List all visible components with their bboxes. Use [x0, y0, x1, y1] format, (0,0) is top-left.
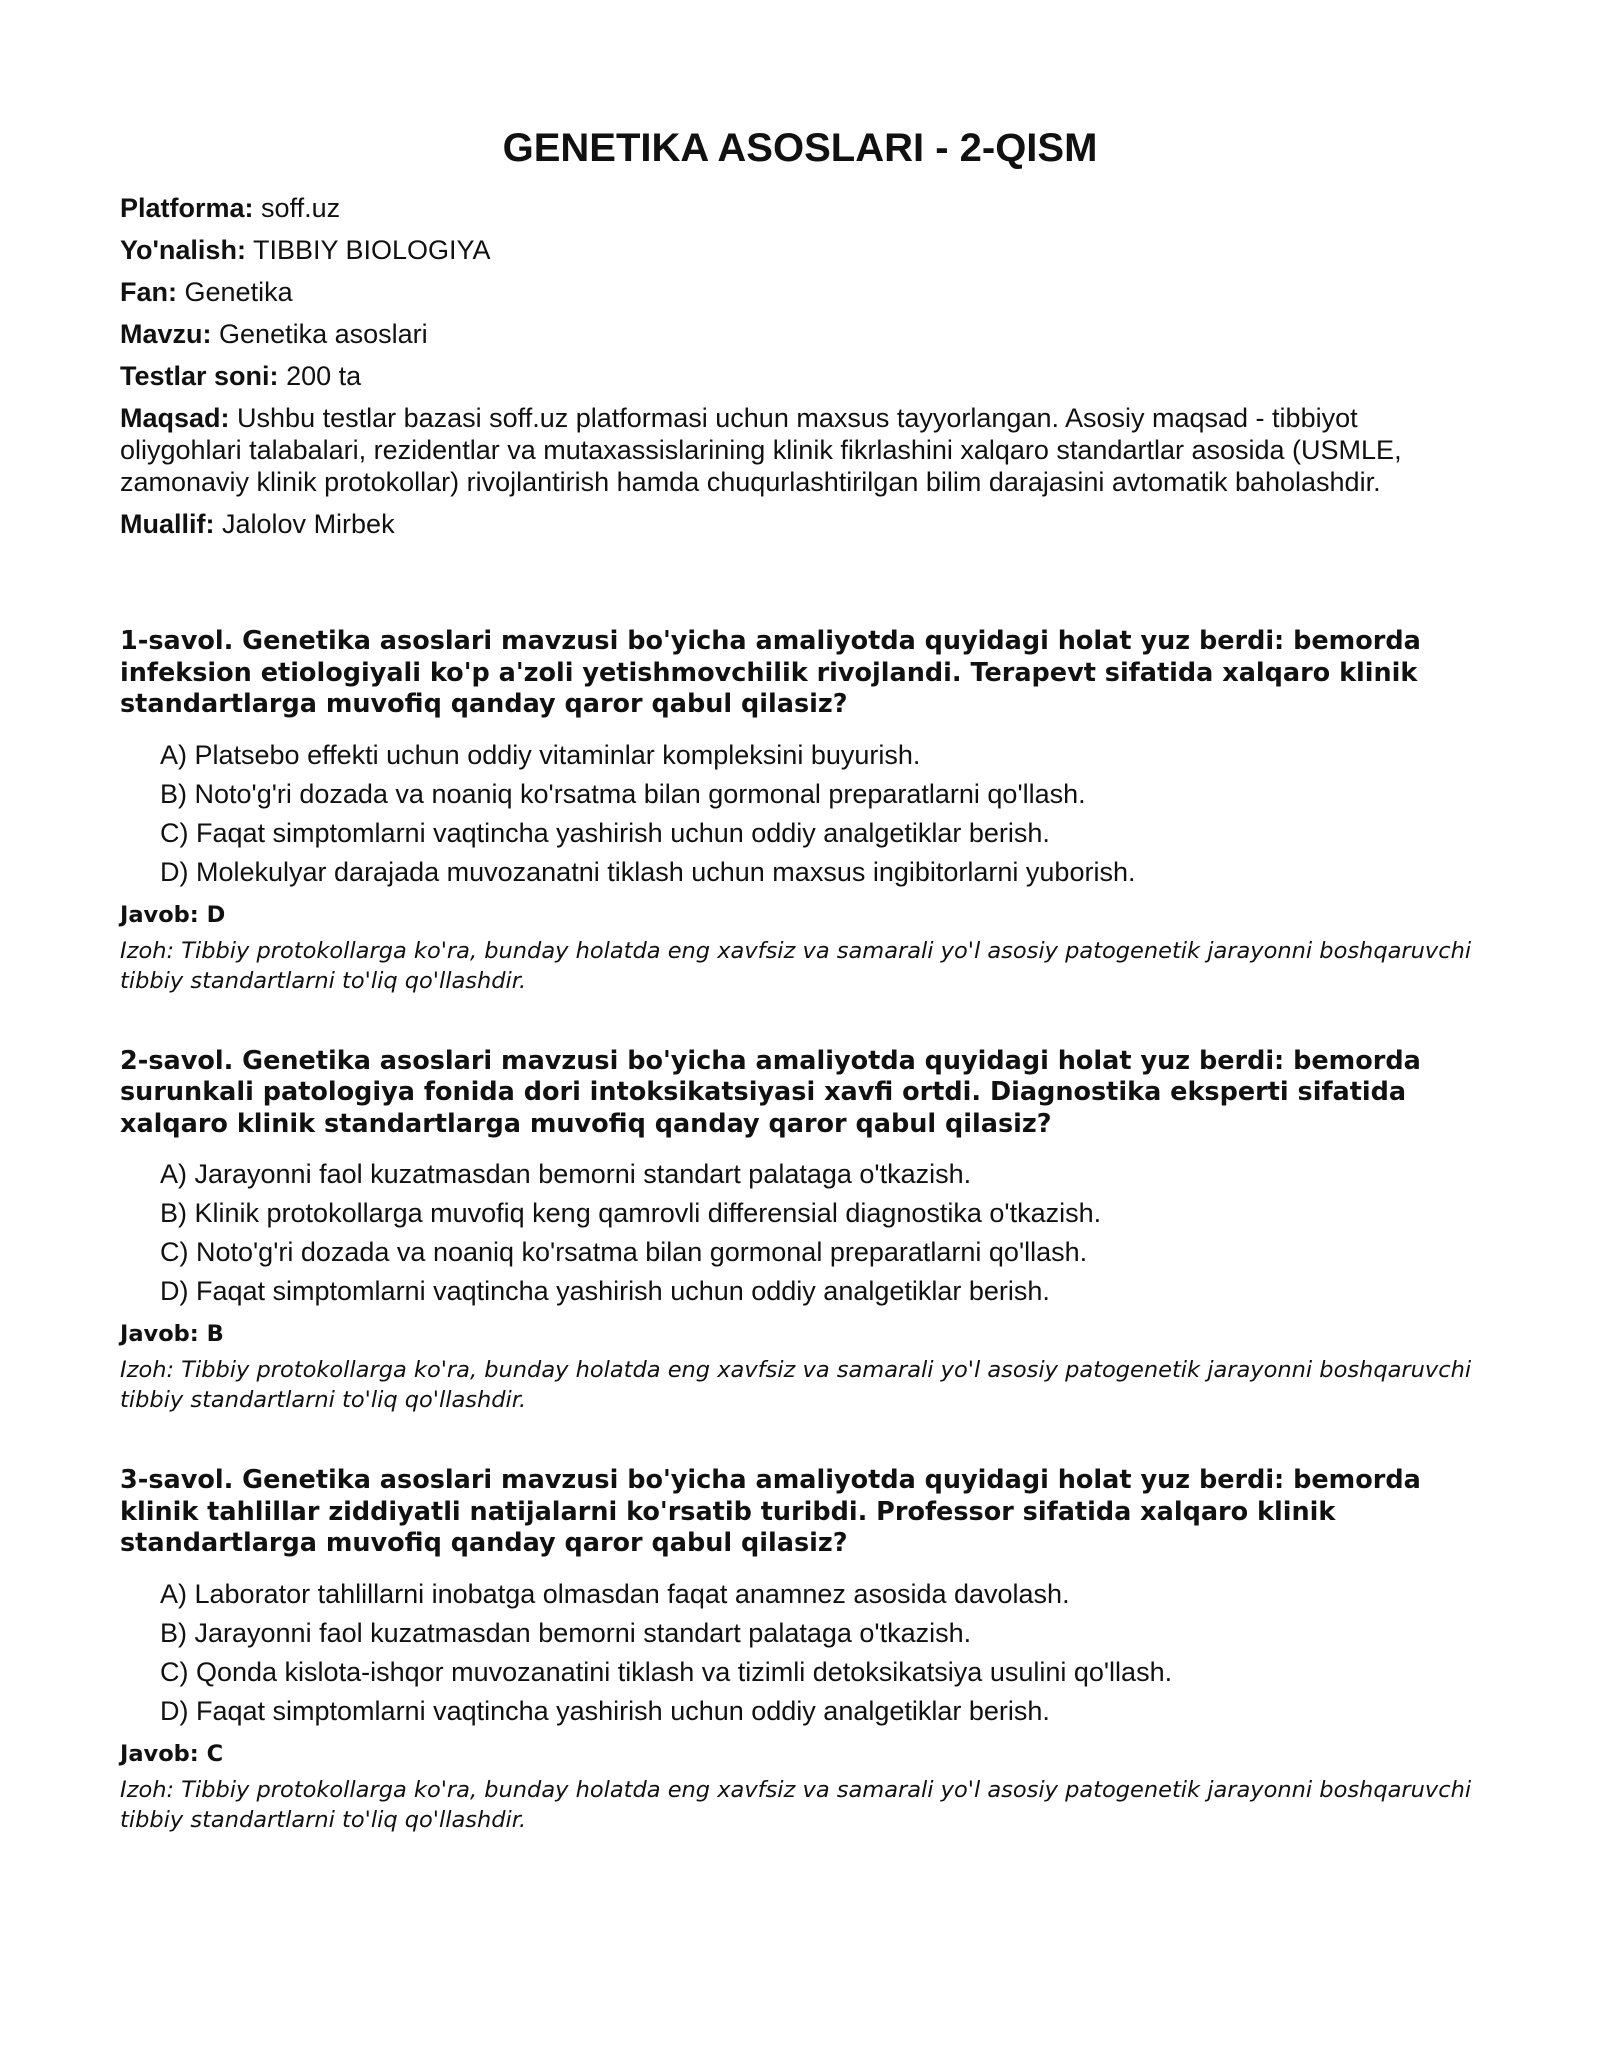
- option-list: [120, 1578, 1480, 1727]
- meta-topic: [120, 318, 1480, 350]
- question-3: [120, 1465, 1480, 1835]
- option-list: [120, 1158, 1480, 1307]
- question-text: 3-savol. Genetika asoslari mavzusi bo'yicha amaliyotda quyidagi holat yuz berdi: bemorda klinik tahlillar ziddiyatli natijalarni ko'rsatib turibdi. Professor sifatida xalqaro klinik standartlarga muvofiq qanday qaror qabul qilasiz?: [120, 1465, 1421, 1558]
- meta-purpose: [120, 402, 1480, 498]
- question-text: 1-savol. Genetika asoslari mavzusi bo'yicha amaliyotda quyidagi holat yuz berdi: bemorda infeksion etiologiyali ko'p a'zoli yetishmovchilik rivojlandi. Terapevt sifatida xalqaro klinik standartlarga muvofiq qanday qaror qabul qilasiz?: [120, 626, 1421, 719]
- meta-label: Yo'nalish:: [120, 235, 246, 265]
- answer-label: Javob: C: [120, 1740, 224, 1767]
- meta-direction: [120, 234, 1480, 266]
- option-c: C) Noto'g'ri dozada va noaniq ko'rsatma bilan gormonal preparatlarni qo'llash.: [160, 1237, 1088, 1267]
- question-2: [120, 1046, 1480, 1416]
- meta-value: TIBBIY BIOLOGIYA: [252, 235, 491, 265]
- document-title: GENETIKA ASOSLARI - 2-QISM: [502, 126, 1098, 170]
- meta-test-count: [120, 360, 1480, 392]
- question-text: 2-savol. Genetika asoslari mavzusi bo'yicha amaliyotda quyidagi holat yuz berdi: bemorda surunkali patologiya fonida dori intoksikatsiyasi xavfi ortdi. Diagnostika eksperti sifatida xalqaro klinik standartlarga muvofiq qanday qaror qabul qilasiz?: [120, 1045, 1421, 1139]
- answer-label: Javob: D: [120, 901, 226, 928]
- option-c: C) Qonda kislota-ishqor muvozanatini tiklash va tizimli detoksikatsiya usulini qo'llash.: [160, 1656, 1173, 1687]
- meta-label: Fan:: [120, 277, 177, 307]
- option-a: A) Platsebo effekti uchun oddiy vitaminlar kompleksini buyurish.: [160, 739, 921, 770]
- meta-subject: [120, 276, 1480, 308]
- option-d: D) Faqat simptomlarni vaqtincha yashirish uchun oddiy analgetiklar berish.: [160, 1276, 1050, 1306]
- option-list: [120, 739, 1480, 888]
- explanation-text: Izoh: Tibbiy protokollarga ko'ra, bunday holatda eng xavfsiz va samarali yo'l asosiy patogenetik jarayonni boshqaruvchi tibbiy standartlarni to'liq qo'llashdir.: [120, 937, 1472, 994]
- explanation-text: Izoh: Tibbiy protokollarga ko'ra, bunday holatda eng xavfsiz va samarali yo'l asosiy patogenetik jarayonni boshqaruvchi tibbiy standartlarni to'liq qo'llashdir.: [120, 1357, 1472, 1413]
- option-b: B) Jarayonni faol kuzatmasdan bemorni standart palataga o'tkazish.: [160, 1617, 972, 1648]
- option-c: C) Faqat simptomlarni vaqtincha yashirish uchun oddiy analgetiklar berish.: [160, 817, 1050, 848]
- meta-value: Ushbu testlar bazasi soff.uz platformasi uchun maxsus tayyorlangan. Asosiy maqsad - tibbiyot oliygohlari talabalari, rezidentlar va mutaxassislarining klinik fikrlashini xalqaro standartlar asosida (USMLE, zamonaviy klinik protokollar) rivojlantirish hamda chuqurlashtirilgan bilim darajasini avtomatik baholashdir.: [120, 403, 1402, 497]
- option-a: A) Jarayonni faol kuzatmasdan bemorni standart palataga o'tkazish.: [160, 1159, 972, 1189]
- meta-label: Muallif:: [120, 509, 215, 539]
- explanation-text: Izoh: Tibbiy protokollarga ko'ra, bunday holatda eng xavfsiz va samarali yo'l asosiy patogenetik jarayonni boshqaruvchi tibbiy standartlarni to'liq qo'llashdir.: [120, 1776, 1472, 1833]
- answer-label: Javob: B: [120, 1321, 224, 1347]
- option-b: B) Klinik protokollarga muvofiq keng qamrovli differensial diagnostika o'tkazish.: [160, 1198, 1102, 1228]
- option-d: D) Faqat simptomlarni vaqtincha yashirish uchun oddiy analgetiklar berish.: [160, 1695, 1050, 1726]
- question-list: [120, 626, 1480, 1835]
- meta-value: Genetika asoslari: [219, 319, 428, 349]
- meta-label: Testlar soni:: [120, 361, 279, 391]
- option-d: D) Molekulyar darajada muvozanatni tiklash uchun maxsus ingibitorlarni yuborish.: [160, 856, 1136, 887]
- meta-value: soff.uz: [261, 193, 341, 223]
- meta-platform: [120, 192, 1480, 224]
- meta-label: Maqsad:: [120, 403, 230, 433]
- question-1: [120, 626, 1480, 996]
- meta-value: 200 ta: [286, 361, 362, 391]
- meta-value: Genetika: [184, 277, 293, 307]
- meta-label: Mavzu:: [120, 319, 212, 349]
- document-meta: [120, 192, 1480, 540]
- meta-value: Jalolov Mirbek: [222, 509, 395, 539]
- option-a: A) Laborator tahlillarni inobatga olmasdan faqat anamnez asosida davolash.: [160, 1578, 1070, 1609]
- meta-label: Platforma:: [120, 193, 254, 223]
- option-b: B) Noto'g'ri dozada va noaniq ko'rsatma bilan gormonal preparatlarni qo'llash.: [160, 778, 1086, 809]
- meta-author: [120, 508, 1480, 540]
